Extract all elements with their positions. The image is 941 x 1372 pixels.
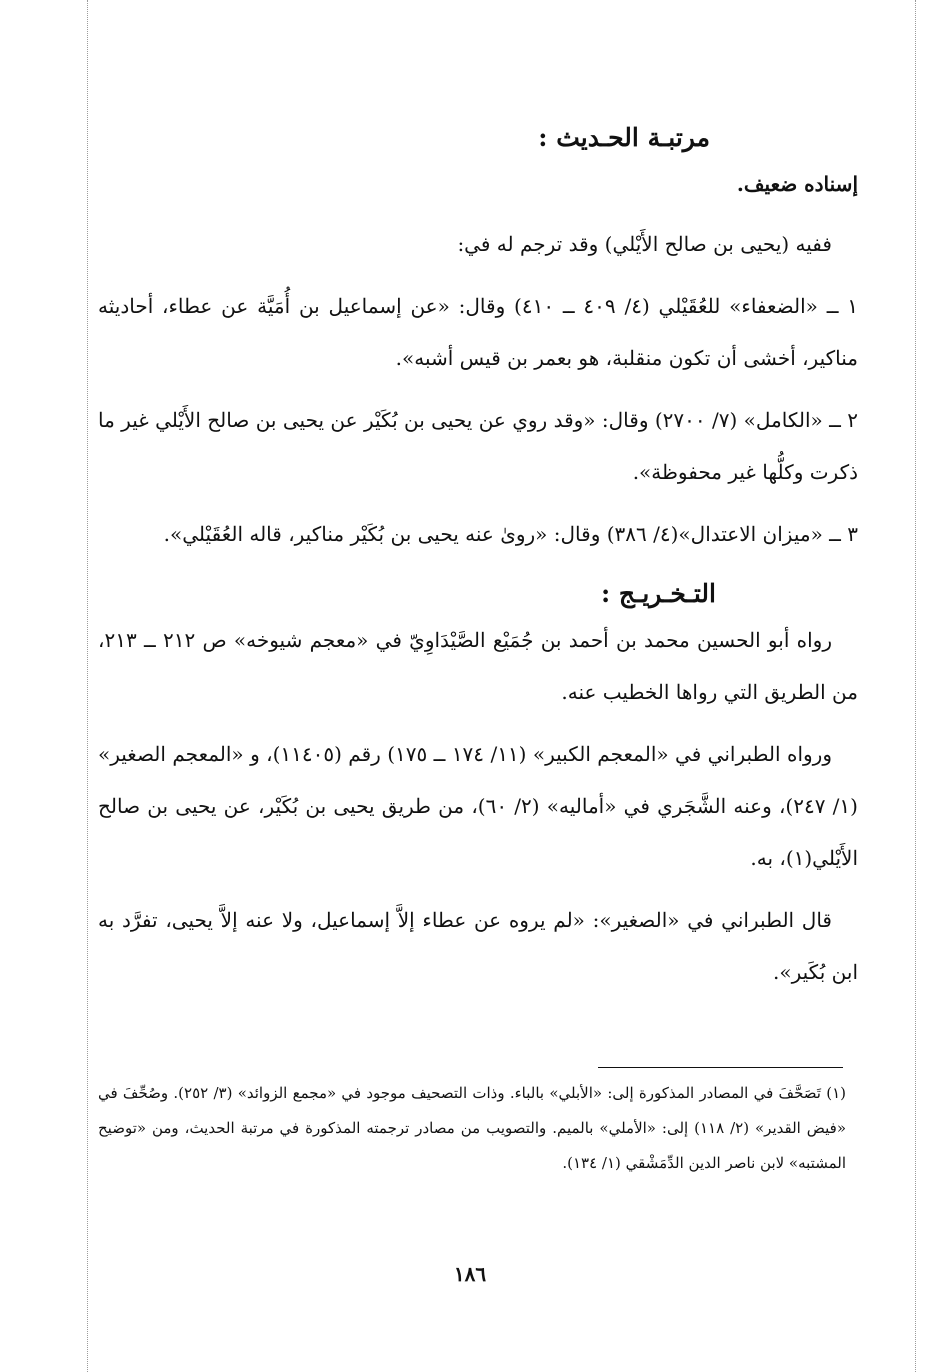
page-body [98, 118, 858, 1008]
rank-verdict: إسناده ضعيف. [736, 172, 858, 196]
heading-takhrij: التـخـريـج : [600, 579, 716, 608]
source-item: ٢ ــ «الكامل» (٧/ ٢٧٠٠) وقال: «وقد روي عن يحيى بن بُكَيْر عن يحيى بن صالح الأَيْلي غير ما ذكرت وكلُّها غير محفوظة». [98, 408, 858, 484]
source-item: ١ ــ «الضعفاء» للعُقَيْلي (٤/ ٤٠٩ ــ ٤١٠) وقال: «عن إسماعيل بن أُمَيَّة عن عطاء، أحاديثه مناكير، أخشى أن تكون منقلبة، هو بعمر بن قيس أشبه». [98, 294, 858, 370]
intro-paragraph: ففيه (يحيى بن صالح الأَيْلي) وقد ترجم له في: [457, 232, 832, 256]
left-margin-guide [87, 0, 88, 1372]
page-number: ١٨٦ [453, 1262, 487, 1286]
source-item: ٣ ــ «ميزان الاعتدال»(٤/ ٣٨٦) وقال: «روىٰ عنه يحيى بن بُكَيْر مناكير، قاله العُقَيْلي». [163, 522, 858, 546]
footnote-separator [598, 1067, 843, 1068]
right-margin-guide [915, 0, 916, 1372]
heading-hadith-rank: مرتبـة الحـديث : [538, 123, 710, 152]
takhrij-paragraph: قال الطبراني في «الصغير»: «لم يروه عن عطاء إلاَّ إسماعيل، ولا عنه إلاَّ يحيى، تفرَّد به ابن بُكَير». [98, 908, 858, 984]
takhrij-paragraph: رواه أبو الحسين محمد بن أحمد بن جُمَيْع الصَّيْدَاوِيّ في «معجم شيوخه» ص ٢١٢ ــ ٢١٣، من الطريق التي رواها الخطيب عنه. [98, 628, 858, 704]
footnote: (١) تَصَحَّفَ في المصادر المذكورة إلى: «الأبلي» بالباء. وذات التصحيف موجود في «مجمع الزوائد» (٣/ ٢٥٢). وصُحِّفَ في «فيض القدير» (٢/ ١١٨) إلى: «الأملي» بالميم. والتصويب من مصادر ترجمته المذكورة في مرتبة الحديث، ومن «توضيح المشتبه» لابن ناصر الدين الدِّمَشْقي (١/ ١٣٤). [98, 1084, 846, 1172]
takhrij-paragraph: ورواه الطبراني في «المعجم الكبير» (١١/ ١٧٤ ــ ١٧٥) رقم (١١٤٠٥)، و «المعجم الصغير» (١/ ٢٤٧)، وعنه الشَّجَري في «أماليه» (٢/ ٦٠)، من طريق يحيى بن بُكَيْر، عن يحيى بن صالح الأَيْلي(١)، به. [98, 742, 858, 870]
